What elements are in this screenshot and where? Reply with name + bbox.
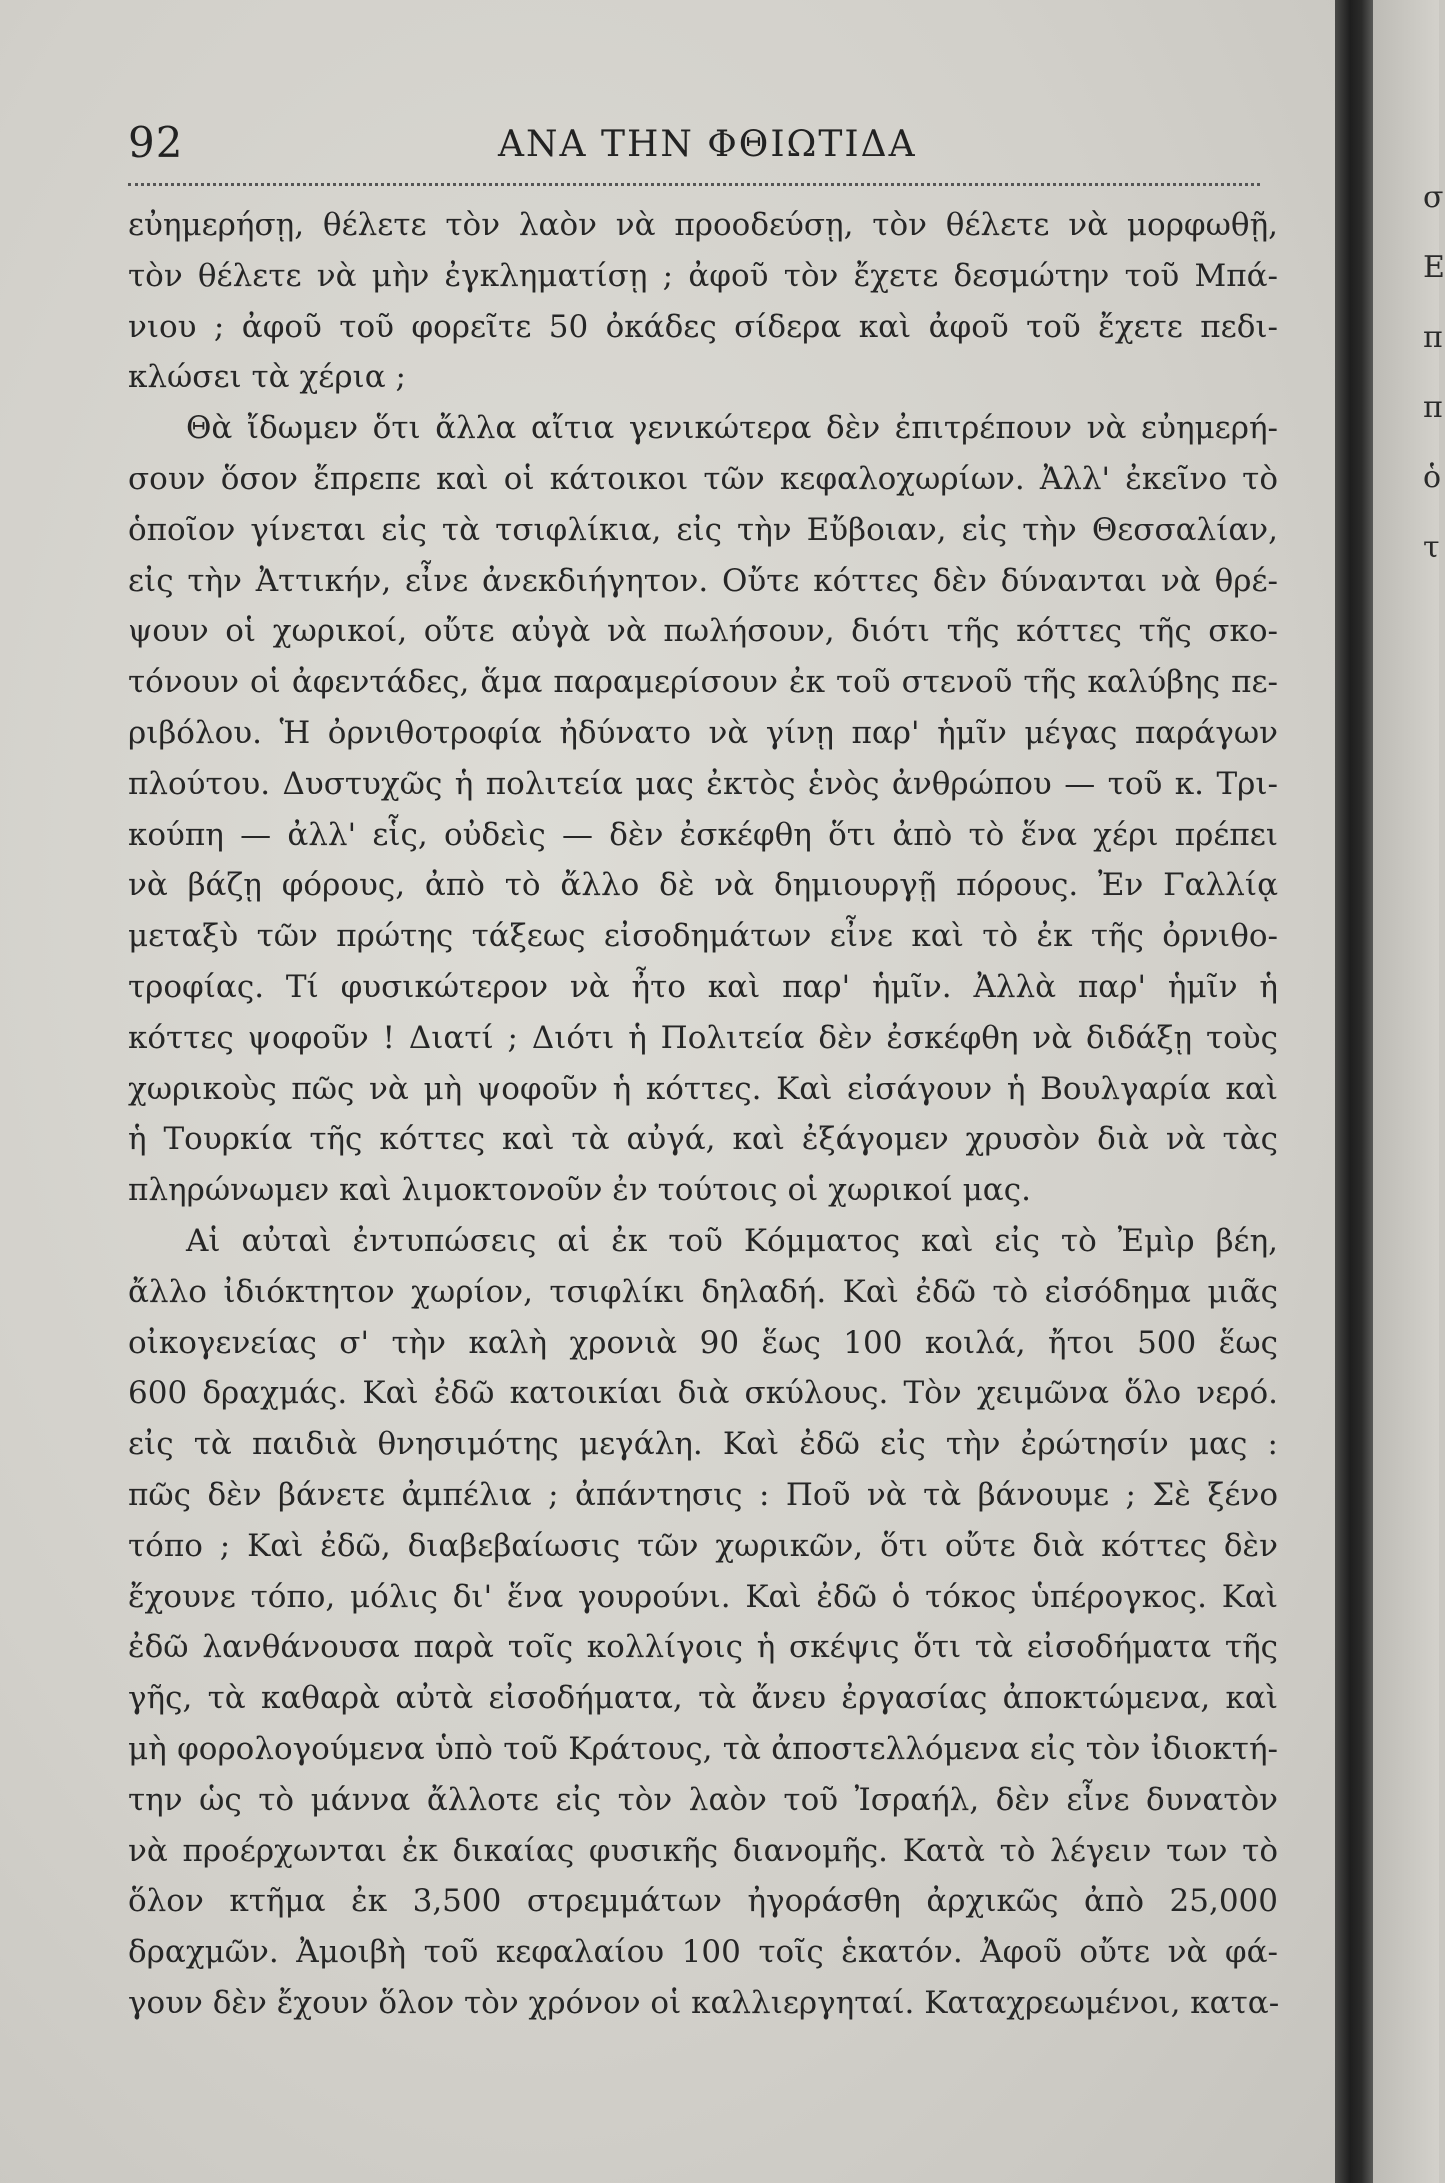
text-line: νὰ προέρχωνται ἐκ δικαίας φυσικῆς διανομῆς. Κατὰ τὸ λέγειν των τὸ (128, 1832, 1278, 1869)
text-line: τόνουν οἱ ἀφεντάδες, ἅμα παραμερίσουν ἐκ τοῦ στενοῦ τῆς καλύβης πε- (128, 664, 1278, 701)
text-line: εὐημερήσῃ, θέλετε τὸν λαὸν νὰ προοδεύσῃ, τὸν θέλετε νὰ μορφωθῇ, (128, 207, 1278, 243)
text-line: ἔχουνε τόπο, μόλις δι' ἕνα γουρούνι. Καὶ ἐδῶ ὁ τόκος ὑπέρογκος. Καὶ (128, 1578, 1278, 1615)
text-line: κούπη — ἀλλ' εἷς, οὐδεὶς — δὲν ἐσκέφθη ὅτι ἀπὸ τὸ ἕνα χέρι πρέπει (128, 816, 1278, 853)
text-line: την ὡς τὸ μάννα ἄλλοτε εἰς τὸν λαὸν τοῦ Ἰσραήλ, δὲν εἶνε δυνατὸν (128, 1781, 1278, 1818)
facing-page-char: σ (1423, 180, 1444, 215)
text-line: 600 δραχμάς. Καὶ ἐδῶ κατοικίαι διὰ σκύλους. Τὸν χειμῶνα ὅλο νερό. (128, 1375, 1278, 1412)
text-line: μὴ φορολογούμενα ὑπὸ τοῦ Κράτους, τὰ ἀποστελλόμενα εἰς τὸν ἰδιοκτή- (128, 1730, 1278, 1767)
facing-page-char: τ (1423, 530, 1440, 565)
facing-page-char: ὁ (1423, 460, 1442, 495)
text-line: τόπο ; Καὶ ἐδῶ, διαβεβαίωσις τῶν χωρικῶν, ὅτι οὔτε διὰ κόττες δὲν (128, 1527, 1278, 1564)
text-line: πλούτου. Δυστυχῶς ἡ πολιτεία μας ἐκτὸς ἑνὸς ἀνθρώπου — τοῦ κ. Τρι- (128, 765, 1278, 802)
text-line: πῶς δὲν βάνετε ἀμπέλια ; ἀπάντησις : Ποῦ νὰ τὰ βάνουμε ; Σὲ ξένο (128, 1476, 1278, 1513)
text-line: πληρώνωμεν καὶ λιμοκτονοῦν ἐν τούτοις οἱ χωρικοί μας. (128, 1172, 1031, 1209)
text-line: εἰς τὰ παιδιὰ θνησιμότης μεγάλη. Καὶ ἐδῶ εἰς τὴν ἐρώτησίν μας : (128, 1426, 1278, 1463)
text-line: γῆς, τὰ καθαρὰ αὐτὰ εἰσοδήματα, τὰ ἄνευ ἐργασίας ἀποκτώμενα, καὶ (128, 1680, 1278, 1717)
text-line: χωρικοὺς πῶς νὰ μὴ ψοφοῦν ἡ κόττες. Καὶ εἰσάγουν ἡ Βουλγαρία καὶ (128, 1070, 1278, 1107)
text-line: σουν ὅσον ἔπρεπε καὶ οἱ κάτοικοι τῶν κεφαλοχωρίων. Ἀλλ' ἐκεῖνο τὸ (128, 460, 1278, 497)
text-line: ἄλλο ἰδιόκτητον χωρίον, τσιφλίκι δηλαδή. Καὶ ἐδῶ τὸ εἰσόδημα μιᾶς (128, 1273, 1278, 1310)
text-line: ψουν οἱ χωρικοί, οὔτε αὐγὰ νὰ πωλήσουν, διότι τῆς κόττες τῆς σκο- (128, 613, 1278, 650)
text-line: νὰ βάζῃ φόρους, ἀπὸ τὸ ἄλλο δὲ νὰ δημιουργῇ πόρους. Ἐν Γαλλίᾳ (128, 867, 1278, 904)
body-text (128, 200, 1278, 2029)
facing-page-edge (1373, 0, 1445, 2183)
header-rule (128, 183, 1260, 186)
page-header (128, 118, 1260, 178)
text-line: οἰκογενείας σ' τὴν καλὴ χρονιὰ 90 ἕως 100 κοιλά, ἤτοι 500 ἕως (128, 1324, 1278, 1361)
running-title: ΑΝΑ ΤΗΝ ΦΘΙΩΤΙΔΑ (498, 124, 917, 165)
text-line: Αἱ αὐταὶ ἐντυπώσεις αἱ ἐκ τοῦ Κόμματος καὶ εἰς τὸ Ἐμὶρ βέη, (186, 1222, 1278, 1259)
text-line: κόττες ψοφοῦν ! Διατί ; Διότι ἡ Πολιτεία δὲν ἐσκέφθη νὰ διδάξῃ τοὺς (128, 1019, 1278, 1056)
facing-page-char: π (1423, 390, 1443, 425)
facing-page-char: Ε (1423, 250, 1445, 285)
text-line: νιου ; ἀφοῦ τοῦ φορεῖτε 50 ὀκάδες σίδερα καὶ ἀφοῦ τοῦ ἔχετε πεδι- (128, 308, 1278, 345)
text-line: εἰς τὴν Ἀττικήν, εἶνε ἀνεκδιήγητον. Οὔτε κόττες δὲν δύνανται νὰ θρέ- (128, 562, 1278, 599)
text-line: κλώσει τὰ χέρια ; (128, 359, 406, 396)
text-line: μεταξὺ τῶν πρώτης τάξεως εἰσοδημάτων εἶνε καὶ τὸ ἐκ τῆς ὀρνιθο- (128, 918, 1278, 955)
text-line: ἐδῶ λανθάνουσα παρὰ τοῖς κολλίγοις ἡ σκέψις ὅτι τὰ εἰσοδήματα τῆς (128, 1629, 1278, 1666)
text-line: ριβόλου. Ἡ ὀρνιθοτροφία ἠδύνατο νὰ γίνῃ παρ' ἡμῖν μέγας παράγων (128, 714, 1278, 751)
text-line: τὸν θέλετε νὰ μὴν ἐγκληματίσῃ ; ἀφοῦ τὸν ἔχετε δεσμώτην τοῦ Μπά- (128, 257, 1278, 294)
book-gutter (1335, 0, 1373, 2183)
text-line: ὅλον κτῆμα ἐκ 3,500 στρεμμάτων ἠγοράσθη ἀρχικῶς ἀπὸ 25,000 (128, 1883, 1278, 1920)
text-line: δραχμῶν. Ἀμοιβὴ τοῦ κεφαλαίου 100 τοῖς ἑκατόν. Ἀφοῦ οὔτε νὰ φά- (128, 1934, 1278, 1971)
facing-page-char: π (1423, 320, 1443, 355)
text-line: ὁποῖον γίνεται εἰς τὰ τσιφλίκια, εἰς τὴν Εὔβοιαν, εἰς τὴν Θεσσαλίαν, (128, 511, 1278, 548)
text-line: γουν δὲν ἔχουν ὅλον τὸν χρόνον οἱ καλλιεργηταί. Καταχρεωμένοι, κατα- (128, 1984, 1280, 2021)
page-number: 92 (128, 118, 184, 167)
text-line: τροφίας. Τί φυσικώτερον νὰ ἦτο καὶ παρ' ἡμῖν. Ἀλλὰ παρ' ἡμῖν ἡ (128, 968, 1278, 1005)
text-line: ἡ Τουρκία τῆς κόττες καὶ τὰ αὐγά, καὶ ἐξάγομεν χρυσὸν διὰ νὰ τὰς (128, 1121, 1278, 1158)
text-line: Θὰ ἴδωμεν ὅτι ἄλλα αἴτια γενικώτερα δὲν ἐπιτρέπουν νὰ εὐημερή- (186, 410, 1278, 447)
